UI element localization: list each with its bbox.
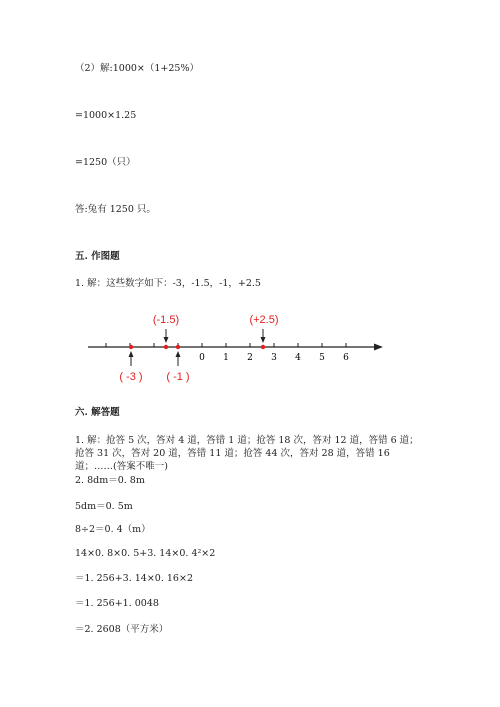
point-plus-2-5 <box>261 345 265 349</box>
number-line-tick-label: 5 <box>319 353 325 363</box>
answer-2-line-4: 14×0. 8×0. 5+3. 14×0. 4²×2 <box>75 548 216 559</box>
section-six-heading: 六. 解答题 <box>75 407 120 418</box>
part4-line-3: =1250（只） <box>75 157 136 168</box>
number-line-figure <box>75 305 395 385</box>
section-five-heading: 五. 作图题 <box>75 251 120 262</box>
label-minus-1-5: (-1.5) <box>152 314 180 326</box>
label-minus-1: ( -1 ) <box>166 371 190 383</box>
number-line-tick-label: 3 <box>271 353 277 363</box>
answer-1-line-3: 道；……(答案不唯一) <box>75 461 168 472</box>
number-line-tick-label: 4 <box>295 353 301 363</box>
number-line-arrowhead <box>374 344 383 351</box>
number-line-ticks <box>106 343 346 347</box>
number-line-tick-label: 0 <box>199 353 205 363</box>
number-line-tick-label: 2 <box>247 353 253 363</box>
part4-answer: 答:兔有 1250 只。 <box>75 204 156 215</box>
arrow-minus-1-head <box>176 351 181 357</box>
label-plus-2-5: (+2.5) <box>249 314 279 326</box>
arrow-plus-2-5-head <box>261 337 266 343</box>
arrow-minus-3-head <box>129 351 134 357</box>
answer-2-line-3: 8÷2＝0. 4（m） <box>75 524 151 535</box>
part4-line-2: =1000×1.25 <box>75 110 137 121</box>
answer-2-line-5: ＝1. 256+3. 14×0. 16×2 <box>75 573 193 584</box>
answer-2-line-1: 2. 8dm＝0. 8m <box>75 475 145 486</box>
answer-1-line-2: 抢答 31 次，答对 20 道，答错 11 道；抢答 44 次，答对 28 道，答错 16 <box>75 448 390 459</box>
answer-2-line-2: 5dm＝0. 5m <box>75 501 133 512</box>
number-line-tick-label: 6 <box>343 353 349 363</box>
number-line-tick-label: 1 <box>223 353 229 363</box>
answer-2-line-6: ＝1. 256+1. 0048 <box>75 598 159 609</box>
section-five-question: 1. 解：这些数字如下：-3，-1.5，-1，+2.5 <box>75 278 261 289</box>
number-line-tick-labels <box>199 353 349 363</box>
part4-line-1: （2）解:1000×（1+25%） <box>75 63 200 74</box>
label-minus-3: ( -3 ) <box>119 371 143 383</box>
answer-2-line-7: ＝2. 2608（平方米） <box>75 624 169 635</box>
answer-1-line-1: 1. 解：抢答 5 次，答对 4 道，答错 1 道；抢答 18 次，答对 12 道，答错 6 道； <box>75 435 419 446</box>
point-minus-1-5 <box>164 345 168 349</box>
arrow-minus-1-5-head <box>164 337 169 343</box>
point-minus-1 <box>176 345 180 349</box>
point-minus-3 <box>129 345 133 349</box>
